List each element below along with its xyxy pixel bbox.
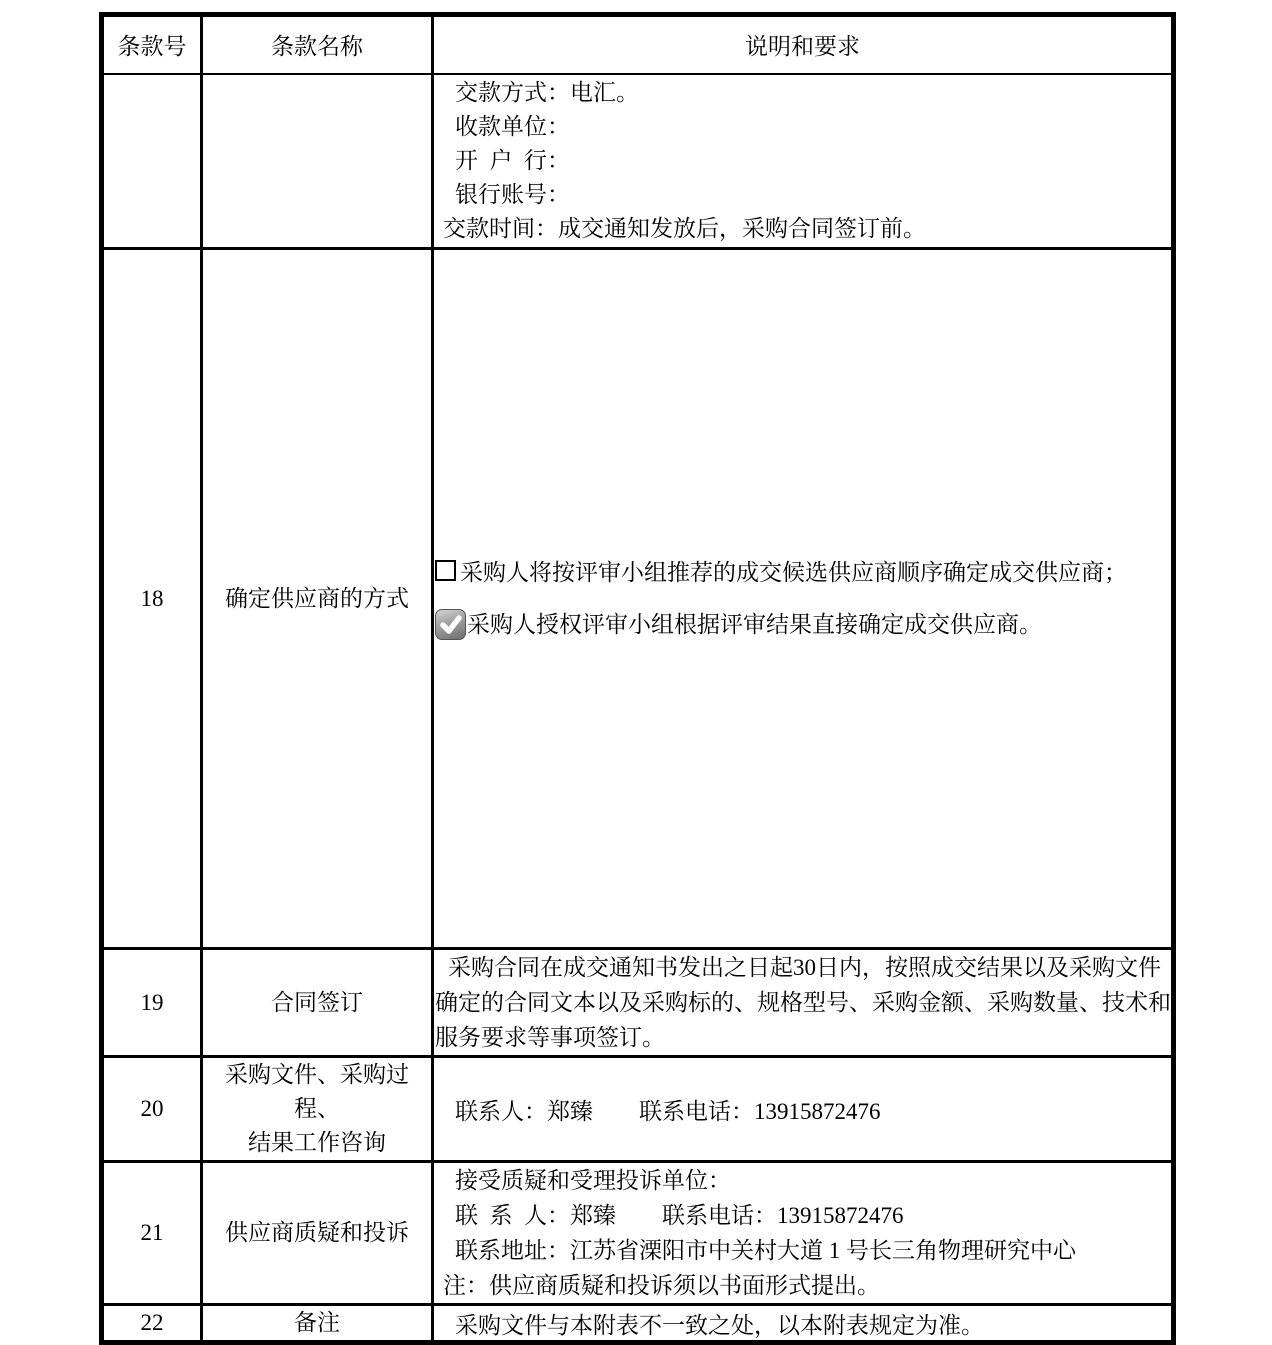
clause-name-text: 备注 [294, 1310, 340, 1335]
clause-name-cell [202, 949, 433, 1057]
description-line [434, 1163, 1171, 1198]
description-cell [433, 74, 1174, 249]
clause-name-text: 结果工作咨询 [248, 1130, 386, 1155]
description-cell [433, 1162, 1174, 1305]
clause-number-cell: 18 [102, 249, 202, 949]
table-row [102, 249, 1174, 949]
description-cell [433, 249, 1174, 949]
description-line [434, 1307, 1171, 1340]
clause-number-cell: 21 [102, 1162, 202, 1305]
description-line [434, 556, 1171, 590]
description-text: 采购人将按评审小组推荐的成交候选供应商顺序确定成交供应商； [460, 559, 1127, 585]
clause-name-text: 采购文件、采购过程、 [225, 1062, 409, 1121]
description-line [434, 985, 1171, 1020]
header-clause-name: 条款名称 [202, 15, 433, 74]
table-row [102, 74, 1174, 249]
checkbox-checked-icon [435, 609, 466, 640]
description-text: 交款方式：电汇。 [455, 79, 639, 105]
description-text: 采购合同在成交通知书发出之日起30日内，按照成交结果以及采购文件 [448, 955, 1161, 980]
clause-name-text: 供应商质疑和投诉 [225, 1220, 409, 1245]
table-row [102, 1162, 1174, 1305]
description-line [434, 1020, 1171, 1055]
clause-name-text: 合同签订 [271, 989, 363, 1015]
clause-name-cell [202, 1305, 433, 1343]
checkbox-unchecked-icon [435, 560, 456, 581]
description-text: 交款时间：成交通知发放后，采购合同签订前。 [443, 215, 926, 241]
description-line [434, 1198, 1171, 1233]
description-text: 银行账号： [455, 181, 570, 207]
description-text: 开 户 行： [455, 147, 570, 173]
description-text: 联系地址：江苏省溧阳市中关村大道 1 号长三角物理研究中心 [455, 1238, 1076, 1263]
table-header-row [102, 15, 1174, 74]
header-clause-number: 条款号 [102, 15, 202, 74]
description-line [434, 144, 1171, 178]
description-cell [433, 1305, 1174, 1343]
description-text: 采购人授权评审小组根据评审结果直接确定成交供应商。 [467, 611, 1042, 637]
header-description: 说明和要求 [433, 15, 1174, 74]
clause-name-cell [202, 74, 433, 249]
table-row [102, 1305, 1174, 1343]
clause-number-cell: 19 [102, 949, 202, 1057]
description-line [434, 212, 1171, 246]
clause-number-cell [102, 74, 202, 249]
clause-number-cell: 20 [102, 1057, 202, 1162]
description-line [434, 110, 1171, 144]
description-text: 接受质疑和受理投诉单位： [455, 1168, 731, 1193]
clause-name-cell [202, 249, 433, 949]
description-cell [433, 949, 1174, 1057]
description-text: 注：供应商质疑和投诉须以书面形式提出。 [443, 1273, 880, 1298]
description-text: 收款单位： [455, 113, 570, 139]
clause-name-text: 确定供应商的方式 [225, 585, 409, 611]
description-cell [433, 1057, 1174, 1162]
clause-name-cell [202, 1057, 433, 1162]
clauses-table [99, 12, 1176, 1345]
table-row [102, 1057, 1174, 1162]
description-text: 联系人：郑臻 联系电话：13915872476 [455, 1098, 881, 1124]
description-text: 采购文件与本附表不一致之处，以本附表规定为准。 [455, 1312, 984, 1338]
description-line [434, 1093, 1171, 1126]
table-row [102, 949, 1174, 1057]
description-line [434, 1233, 1171, 1268]
description-line [434, 178, 1171, 212]
description-line [434, 76, 1171, 110]
clause-number-cell: 22 [102, 1305, 202, 1343]
table-body [102, 74, 1174, 1343]
description-line [434, 950, 1171, 985]
clause-name-cell [202, 1162, 433, 1305]
description-text: 确定的合同文本以及采购标的、规格型号、采购金额、采购数量、技术和 [435, 990, 1171, 1015]
description-line [434, 608, 1171, 642]
description-text: 联 系 人：郑臻 联系电话：13915872476 [455, 1203, 904, 1228]
description-text: 服务要求等事项签订。 [435, 1025, 665, 1050]
description-line [434, 1268, 1171, 1303]
